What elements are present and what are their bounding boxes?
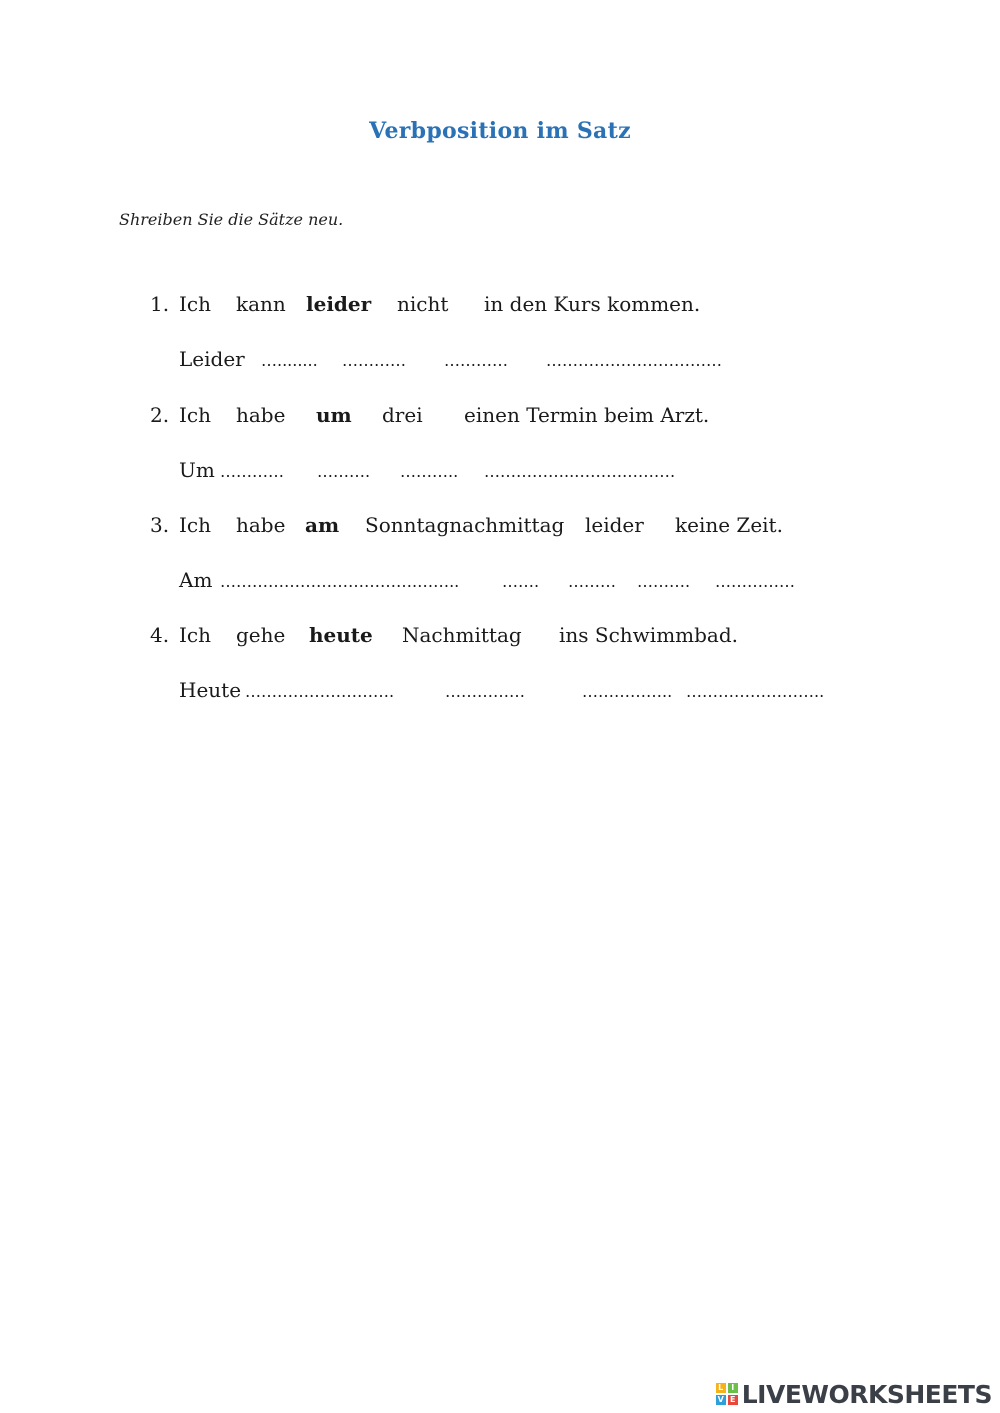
word: Nachmittag (402, 623, 522, 647)
blank-field[interactable]: …………………………… (546, 351, 722, 370)
logo-letter: V (717, 1395, 724, 1404)
word: keine Zeit. (675, 513, 783, 537)
exercise-number: 2. (150, 403, 170, 427)
blank-field[interactable]: …………… (445, 682, 525, 701)
logo-letter: E (728, 1395, 738, 1405)
blank-field[interactable]: ……… (568, 572, 616, 591)
blank-field[interactable]: ……………………………….…….. (220, 572, 460, 591)
word: ins Schwimmbad. (559, 623, 739, 647)
logo-letter: I (728, 1383, 738, 1393)
blank-field[interactable]: ………… (444, 351, 508, 370)
blank-field[interactable]: …………….. (582, 682, 673, 701)
exercise-number: 3. (150, 513, 170, 537)
blank-field[interactable]: ……. (502, 572, 540, 591)
word: habe (236, 513, 286, 537)
blank-field[interactable]: ………… (220, 462, 284, 481)
word: einen Termin beim Arzt. (464, 403, 710, 427)
blank-field[interactable]: ………. (317, 462, 371, 481)
answer-start: Um (179, 458, 215, 482)
exercise-number: 4. (150, 623, 170, 647)
answer-start: Heute (179, 678, 242, 702)
instruction-text: Shreiben Sie die Sätze neu. (119, 210, 344, 229)
word: Ich (179, 403, 211, 427)
logo-mark-icon (716, 1383, 738, 1405)
emphasis-word: um (316, 403, 352, 427)
liveworksheets-logo (716, 1379, 992, 1409)
blank-field[interactable]: …………… (715, 572, 795, 591)
word: Sonntagnachmittag (365, 513, 565, 537)
word: habe (236, 403, 286, 427)
blank-field[interactable]: ……………..……….……… (484, 462, 676, 481)
logo-letter: L (716, 1383, 726, 1393)
emphasis-word: am (305, 513, 340, 537)
word: Ich (179, 513, 211, 537)
emphasis-word: heute (309, 623, 373, 647)
answer-start: Leider (179, 347, 245, 371)
blank-field[interactable]: …………………….. (686, 682, 825, 701)
blank-field[interactable]: ………………………. (245, 682, 395, 701)
blank-field[interactable]: ………. (637, 572, 691, 591)
word: drei (382, 403, 423, 427)
word: nicht (397, 292, 449, 316)
blank-field[interactable]: ……….. (400, 462, 459, 481)
blank-field[interactable]: …........ (261, 351, 318, 370)
exercise-number: 1. (150, 292, 170, 316)
worksheet-title: Verbposition im Satz (369, 118, 631, 144)
word: gehe (236, 623, 286, 647)
word: Ich (179, 292, 211, 316)
word: in den Kurs kommen. (484, 292, 701, 316)
word: leider (585, 513, 644, 537)
word: Ich (179, 623, 211, 647)
brand-name: LIVEWORKSHEETS (741, 1379, 992, 1409)
answer-start: Am (179, 568, 213, 592)
blank-field[interactable]: ………… (342, 351, 406, 370)
emphasis-word: leider (306, 292, 372, 316)
word: kann (236, 292, 286, 316)
